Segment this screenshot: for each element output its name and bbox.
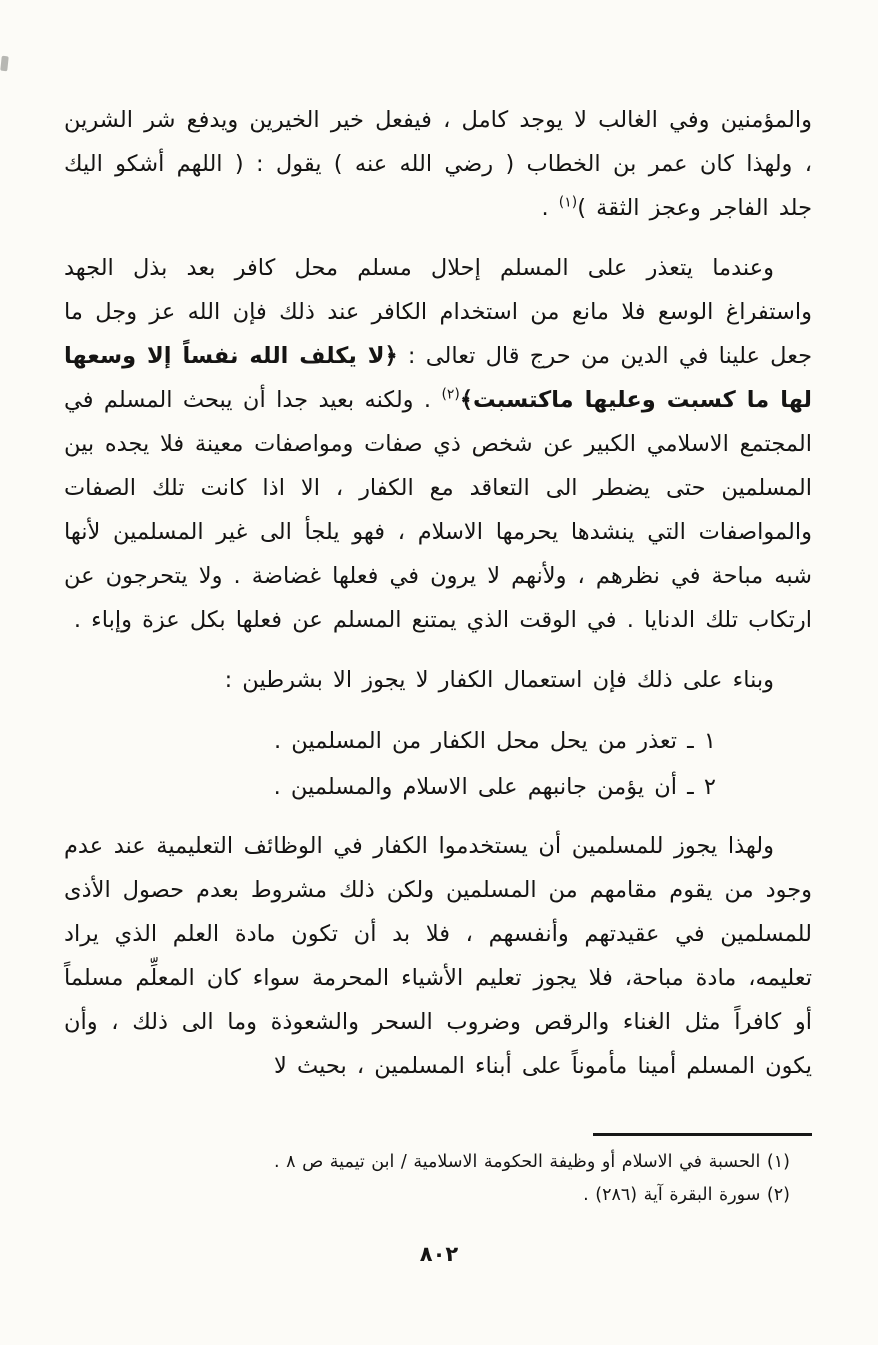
paragraph-3	[64, 658, 812, 702]
conditions-list	[64, 718, 716, 810]
scan-artifact-mark	[0, 56, 9, 72]
page-number: ٨٠٢	[419, 1242, 459, 1266]
footnote-2: (٢) سورة البقرة آية (٢٨٦) .	[583, 1185, 790, 1205]
paragraph-2-text: وعندما يتعذر على المسلم إحلال مسلم محل كافر بعد بذل الجهد واستفراغ الوسع فلا مانع من استخدام الكافر عند ذلك فإن الله عز وجل ما جعل علينا في الدين من حرج قال تعالى :	[64, 255, 812, 369]
paragraph-1-text: والمؤمنين وفي الغالب لا يوجد كامل ، فيفعل خير الخيرين ويدفع شر الشرين ، ولهذا كان عمر بن الخطاب ( رضي الله عنه ) يقول : ( اللهم أشكو اليك جلد الفاجر وعجز الثقة )	[64, 107, 812, 221]
list-item-1: ١ ـ تعذر من يحل محل الكفار من المسلمين .	[274, 728, 716, 754]
footnote-separator-rule	[593, 1133, 812, 1136]
footnote-1: (١) الحسبة في الاسلام أو وظيفة الحكومة الاسلامية / ابن تيمية ص ٨ .	[273, 1152, 790, 1172]
paragraph-2-continued: . ولكنه بعيد جدا أن يبحث المسلم في المجتمع الاسلامي الكبير عن شخص ذي صفات ومواصفات معينة فلا يجده بين المسلمين حتى يضطر الى التعاقد مع الكفار ، الا اذا كانت تلك الصفات والمواصفات التي ينشدها يحرمها الاسلام ، فهو يلجأ الى غير المسلمين لأنها شبه مباحة في نظرهم ، ولأنهم لا يرون في فعلها غضاضة . ولا يتحرجون عن ارتكاب تلك الدنايا . في الوقت الذي يمتنع المسلم عن فعلها بكل عزة وإباء .	[64, 387, 812, 633]
quran-verse: ﴿لا يكلف الله نفساً إلا وسعها لها ما كسبت وعليها ماكتسبت﴾	[64, 343, 812, 413]
paragraph-4-text: ولهذا يجوز للمسلمين أن يستخدموا الكفار في الوظائف التعليمية عند عدم وجود من يقوم مقامهم من المسلمين ولكن ذلك مشروط بعدم حصول الأذى للمسلمين في عقيدتهم وأنفسهم ، فلا بد أن تكون مادة العلم الذي يراد تعليمه، مادة مباحة، فلا يجوز تعليم الأشياء المحرمة سواء كان المعلِّم مسلماً أو كافراً مثل الغناء والرقص وضروب السحر والشعوذة وما الى ذلك ، وأن يكون المسلم أمينا مأموناً على أبناء المسلمين ، بحيث لا	[64, 833, 812, 1079]
page-body-text	[64, 98, 812, 1104]
footnote-ref-1: (١)	[558, 194, 578, 211]
list-item-2: ٢ ـ أن يؤمن جانبهم على الاسلام والمسلمين .	[273, 774, 716, 800]
footnote-ref-2: (٢)	[441, 386, 460, 403]
paragraph-2	[64, 246, 812, 642]
paragraph-1	[64, 98, 812, 230]
footnotes-block	[64, 1146, 790, 1212]
paragraph-1-end: .	[541, 195, 559, 221]
paragraph-3-text: وبناء على ذلك فإن استعمال الكفار لا يجوز الا بشرطين :	[224, 667, 774, 693]
paragraph-4	[64, 824, 812, 1088]
